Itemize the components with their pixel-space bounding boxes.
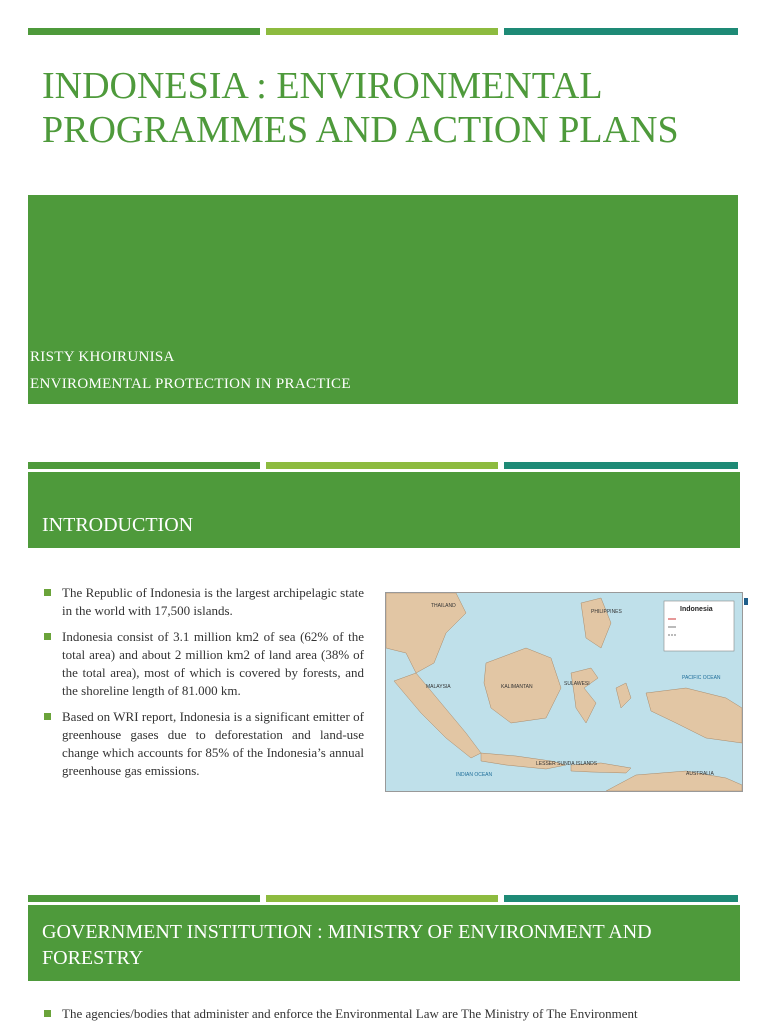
map-label: LESSER SUNDA ISLANDS (536, 761, 598, 767)
accent-bar-lime (266, 895, 498, 902)
map-label: INDIAN OCEAN (456, 772, 493, 778)
accent-bars-intro (28, 462, 740, 469)
bullet-square-icon (44, 713, 51, 720)
intro-heading: INTRODUCTION (42, 514, 194, 536)
map-label: PHILIPPINES (591, 609, 622, 615)
accent-bars-gov (28, 895, 740, 902)
map-label: PACIFIC OCEAN (682, 675, 721, 681)
list-item: The agencies/bodies that administer and enforce the Environmental Law are The Ministry of The Environment (44, 1005, 734, 1023)
accent-bar-teal (504, 895, 738, 902)
author-name: RISTY KHOIRUNISA (30, 349, 175, 365)
map-label: AUSTRALIA (686, 771, 714, 777)
gov-bullet-list (44, 1005, 734, 1031)
intro-header (28, 472, 740, 548)
map-label: SULAWESI (564, 681, 590, 687)
bullet-square-icon (44, 633, 51, 640)
author-panel (28, 195, 738, 404)
map-edge-marker (744, 598, 748, 605)
map-label: MALAYSIA (426, 684, 451, 690)
slide-title: INDONESIA : ENVIRONMENTAL PROGRAMMES AND ACTION PLANS (42, 65, 679, 151)
gov-heading: GOVERNMENT INSTITUTION : MINISTRY OF ENVIRONMENT AND FORESTRY (42, 921, 652, 969)
map-label: KALIMANTAN (501, 684, 533, 690)
bullet-square-icon (44, 1010, 51, 1017)
accent-bars-top (28, 28, 740, 35)
list-item: Indonesia consist of 3.1 million km2 of sea (62% of the total area) and about 2 million km2 of land area (38% of the total area), most of which is covered by forests, and the shoreline length of 81.000 km. (44, 628, 364, 700)
accent-bar-green (28, 28, 260, 35)
accent-bar-lime (266, 28, 498, 35)
list-item: The Republic of Indonesia is the largest archipelagic state in the world with 17,500 islands. (44, 584, 364, 620)
map-label: THAILAND (431, 603, 456, 609)
accent-bar-lime (266, 462, 498, 469)
bullet-square-icon (44, 589, 51, 596)
accent-bar-green (28, 462, 260, 469)
map-legend-title: Indonesia (680, 606, 713, 613)
indonesia-map (385, 592, 743, 792)
accent-bar-teal (504, 462, 738, 469)
gov-header (28, 905, 740, 981)
accent-bar-green (28, 895, 260, 902)
list-item: Based on WRI report, Indonesia is a significant emitter of greenhouse gases due to deforestation and land-use change which accounts for 85% of the Indonesia’s annual greenhouse gas emissions. (44, 708, 364, 780)
course-name: ENVIROMENTAL PROTECTION IN PRACTICE (30, 376, 351, 392)
accent-bar-teal (504, 28, 738, 35)
intro-bullet-list (44, 584, 364, 788)
